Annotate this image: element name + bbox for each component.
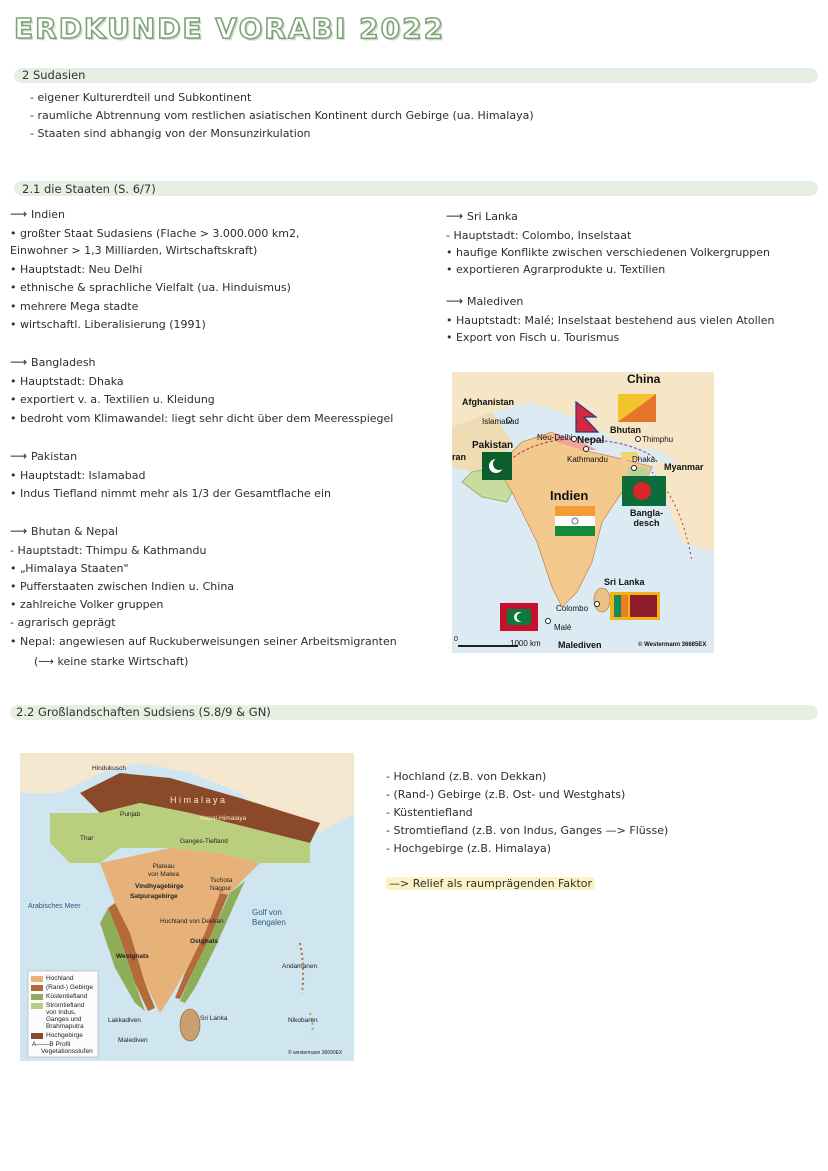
map-label-thimphu: Thimphu <box>642 435 674 444</box>
map2-label-karakorum: Karakorum <box>135 761 167 768</box>
map-label-bangladesch: Bangla- desch <box>630 508 664 528</box>
bhutan-nepal-line: (⟶ keine starke Wirtschaft) <box>34 655 189 668</box>
pakistan-line: • Hauptstadt: Islamabad <box>10 469 146 482</box>
section-22-line: - Küstentiefland <box>386 806 473 819</box>
bhutan-nepal-line: • zahlreiche Volker gruppen <box>10 598 164 611</box>
legend-label: Küstentiefland <box>46 993 88 1000</box>
map-label-neudelhi: Neu-Delhi <box>537 433 573 442</box>
section-22-heading: 2.2 Großlandschaften Sudsiens (S.8/9 & GN) <box>16 705 271 719</box>
bangladesh-line: • Hauptstadt: Dhaka <box>10 375 124 388</box>
map2-label-malediven: Malediven <box>118 1037 148 1044</box>
map2-label-vindhya: Vindhyagebirge <box>135 883 184 890</box>
section-22-note: —> Relief als raumprägenden Faktor <box>386 877 595 890</box>
bhutan-nepal-line: - Hauptstadt: Thimpu & Kathmandu <box>10 544 207 557</box>
pakistan-line: • Indus Tiefland nimmt mehr als 1/3 der Gesamtflache ein <box>10 487 331 500</box>
map2-credit: © westermann 36690EX <box>288 1050 343 1056</box>
map2-label-dekkan: Hochland von Dekkan <box>160 918 224 925</box>
map-label-indien: Indien <box>550 488 589 503</box>
section-2-line: - Staaten sind abhangig von der Monsunzirkulation <box>30 127 311 140</box>
map2-label-arab: Arabisches Meer <box>28 903 81 910</box>
map2-label-lakkadiven: Lakkadiven <box>108 1017 141 1024</box>
map2-label-punjab: Punjab <box>120 811 141 818</box>
flag-srilanka-icon <box>610 592 660 620</box>
map-label-male: Malé <box>554 623 572 632</box>
flag-bhutan-icon <box>618 394 656 422</box>
map-label-afghanistan: Afghanistan <box>462 397 515 407</box>
arrow-right-icon: ⟶ <box>10 207 32 221</box>
legend-swatch <box>31 994 43 1000</box>
map-scale-zero: 0 <box>454 636 458 643</box>
map-label-nepal: Nepal <box>577 435 605 446</box>
indien-line: Einwohner > 1,3 Milliarden, Wirtschaftskraft) <box>10 244 258 257</box>
section-2-line: - raumliche Abtrennung vom restlichen asiatischen Kontinent durch Gebirge (ua. Himalaya) <box>30 109 534 122</box>
map2-label-westghats: Westghats <box>116 953 149 960</box>
map-label-bhutan: Bhutan <box>610 425 641 435</box>
legend-label: Hochgebirge <box>46 1032 83 1039</box>
legend-swatch <box>31 1003 43 1009</box>
map-scale: 1000 km <box>510 639 541 648</box>
section-21-heading: 2.1 die Staaten (S. 6/7) <box>22 182 156 196</box>
flag-maldives-icon <box>500 603 538 631</box>
indien-line: • großter Staat Sudasiens (Flache > 3.000.000 km2, <box>10 227 300 240</box>
srilanka-line: • exportieren Agrarprodukte u. Textilien <box>446 263 666 276</box>
arrow-right-icon: ⟶ <box>10 524 32 538</box>
legend-label: (Rand-) Gebirge <box>46 984 93 991</box>
arrow-right-icon: ⟶ <box>446 209 468 223</box>
map-label-colombo: Colombo <box>556 604 589 613</box>
malediven-line: • Hauptstadt: Malé; Inselstaat bestehend aus vielen Atollen <box>446 314 775 327</box>
legend-swatch <box>31 976 43 982</box>
srilanka-line: - Hauptstadt: Colombo, Inselstaat <box>446 229 632 242</box>
section-2-heading: 2 Sudasien <box>22 68 86 82</box>
map-label-islamabad: Islamabad <box>482 417 519 426</box>
map2-label-himalaya: H i m a l a y a <box>170 795 226 805</box>
bangladesh-line: • bedroht vom Klimawandel: liegt sehr dicht über dem Meeresspiegel <box>10 412 394 425</box>
map2-label-thar: Thar <box>80 835 94 842</box>
bhutan-nepal-line: - agrarisch geprägt <box>10 616 116 629</box>
malediven-title: ⟶ Malediven <box>446 294 524 308</box>
map2-label-ganges: Ganges-Tiefland <box>180 838 228 845</box>
map-label-pakistan: Pakistan <box>472 440 514 451</box>
bhutan-nepal-title: ⟶ Bhutan & Nepal <box>10 524 118 538</box>
section-22-line: - Stromtiefland (z.B. von Indus, Ganges —> Flüsse) <box>386 824 669 837</box>
map-label-srilanka: Sri Lanka <box>604 577 645 587</box>
map2-label-nikobaren: Nikobaren <box>288 1017 318 1024</box>
indien-line: • Hauptstadt: Neu Delhi <box>10 263 143 276</box>
flag-india-icon <box>555 506 595 536</box>
srilanka-line: • haufige Konflikte zwischen verschiedenen Volkergruppen <box>446 246 771 259</box>
srilanka-title: ⟶ Sri Lanka <box>446 209 518 223</box>
page-title: ERDKUNDE VORABI 2022 <box>14 12 446 45</box>
section-22-line: - (Rand-) Gebirge (z.B. Ost- und Westghats) <box>386 788 626 801</box>
bhutan-nepal-line: • „Himalaya Staaten" <box>10 562 129 575</box>
map2-label-nepal: Nepal-Himalaya <box>200 815 247 822</box>
bangladesh-title: ⟶ Bangladesh <box>10 355 96 369</box>
map2-label-andamanen: Andamanen <box>282 963 318 970</box>
map-label-iran: ran <box>452 452 467 462</box>
flag-bangladesh-icon <box>622 476 666 506</box>
map2-label-plateau: Plateau von Malwa <box>148 863 180 878</box>
map-label-malediven: Malediven <box>558 640 602 650</box>
section-22-line: - Hochgebirge (z.B. Himalaya) <box>386 842 552 855</box>
legend-swatch <box>31 985 43 991</box>
arrow-right-icon: ⟶ <box>10 355 32 369</box>
malediven-line: • Export von Fisch u. Tourismus <box>446 331 620 344</box>
legend-label: A——B Profil Vegetationsstufen <box>32 1041 93 1055</box>
bhutan-nepal-line: • Pufferstaaten zwischen Indien u. China <box>10 580 235 593</box>
map-label-dhaka: Dhaka <box>632 455 656 464</box>
flag-pakistan-icon <box>482 452 512 480</box>
heading-highlight <box>14 68 818 83</box>
map-label-kathmandu: Kathmandu <box>567 455 608 464</box>
map-credit: © Westermann 36685EX <box>638 642 707 648</box>
map2-label-srilanka: Sri Lanka <box>200 1015 228 1022</box>
map2-label-golf: Golf von Bengalen <box>252 908 286 927</box>
legend-label: Hochland <box>46 975 74 982</box>
physical-map <box>20 753 354 1061</box>
bangladesh-line: • exportiert v. a. Textilien u. Kleidung <box>10 393 215 406</box>
map-label-china: China <box>627 372 661 386</box>
arrow-right-icon: ⟶ <box>446 294 468 308</box>
bhutan-nepal-line: • Nepal: angewiesen auf Ruckuberweisungen seiner Arbeitsmigranten <box>10 635 397 648</box>
map2-label-hindukusch: Hindukusch <box>92 765 126 772</box>
map2-label-satpura: Satpuragebirge <box>130 893 178 900</box>
indien-line: • mehrere Mega stadte <box>10 300 139 313</box>
legend-swatch <box>31 1033 43 1039</box>
political-map <box>452 372 714 653</box>
legend-label: Stromtiefland von Indus, Ganges und Brahmaputra <box>46 1002 85 1030</box>
indien-line: • wirtschaftl. Liberalisierung (1991) <box>10 318 206 331</box>
indien-title: ⟶ Indien <box>10 207 66 221</box>
map2-label-ostghats: Ostghats <box>190 938 219 945</box>
indien-line: • ethnische & sprachliche Vielfalt (ua. Hinduismus) <box>10 281 291 294</box>
arrow-right-icon: ⟶ <box>10 449 32 463</box>
map2-label-chota: Tschota Nagpur <box>210 877 233 892</box>
section-2-line: - eigener Kulturerdteil und Subkontinent <box>30 91 252 104</box>
map-label-myanmar: Myanmar <box>664 462 704 472</box>
section-22-line: - Hochland (z.B. von Dekkan) <box>386 770 547 783</box>
pakistan-title: ⟶ Pakistan <box>10 449 78 463</box>
